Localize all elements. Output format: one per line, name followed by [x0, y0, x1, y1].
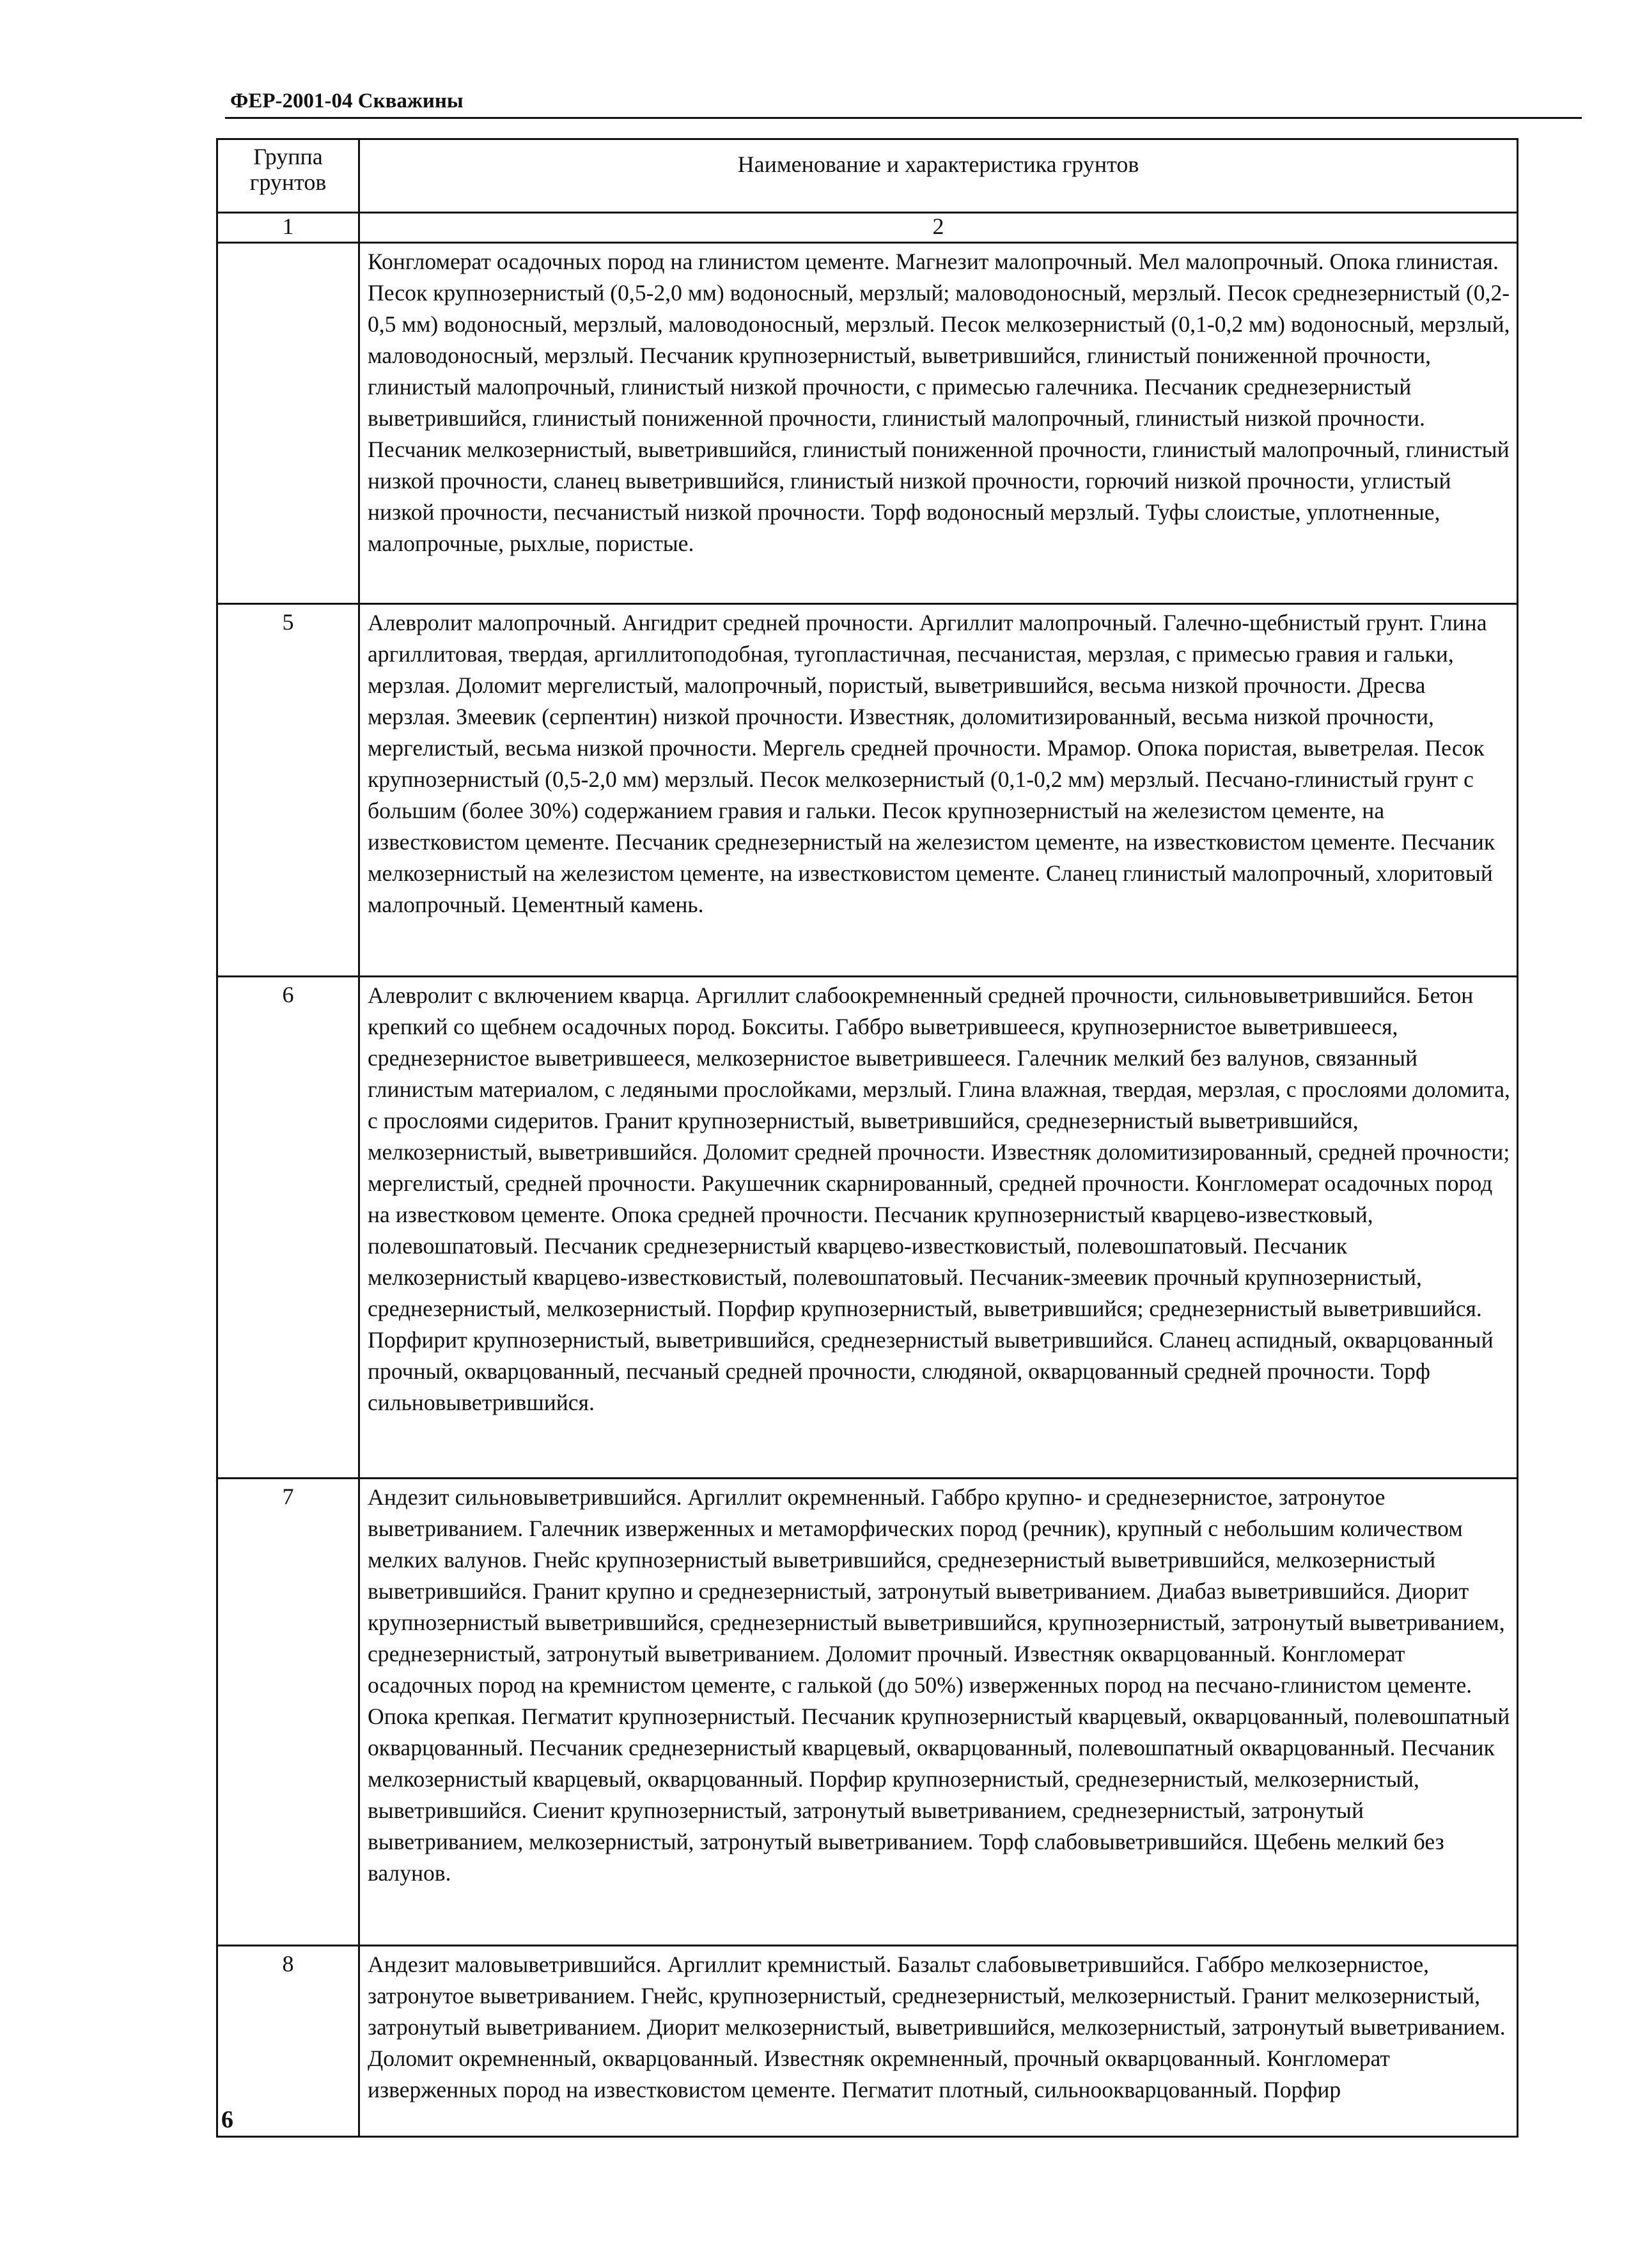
- description-cell: Алевролит с включением кварца. Аргиллит слабоокремненный средней прочности, сильновыветрившийся. Бетон крепкий со щебнем осадочных пород. Бокситы. Габбро выветрившееся, крупнозернистое выветрившееся, среднезернистое выветрившееся, мелкозернистое выветрившееся. Галечник мелкий без валунов, связанный глинистым материалом, с ледяными прослойками, мерзлый. Глина влажная, твердая, мерзлая, с прослоями доломита, с прослоями сидеритов. Гранит крупнозернистый, выветрившийся, среднезернистый выветрившийся, мелкозернистый, выветрившийся. Доломит средней прочности. Известняк доломитизированный, средней прочности; мергелистый, средней прочности. Ракушечник скарнированный, средней прочности. Конгломерат осадочных пород на известковом цементе. Опока средней прочности. Песчаник крупнозернистый кварцево-известковый, полевошпатовый. Песчаник среднезернистый кварцево-известковистый, полевошпатовый. Песчаник мелкозернистый кварцево-известковистый, полевошпатовый. Песчаник-змеевик прочный крупнозернистый, среднезернистый, мелкозернистый. Порфир крупнозернистый, выветрившийся; среднезернистый выветрившийся. Порфирит крупнозернистый, выветрившийся, среднезернистый выветрившийся. Сланец аспидный, окварцованный прочный, окварцованный, песчаный средней прочности, слюдяной, окварцованный средней прочности. Торф сильновыветрившийся.: [359, 977, 1518, 1479]
- table-row: [217, 243, 1518, 604]
- description-cell: Алевролит малопрочный. Ангидрит средней прочности. Аргиллит малопрочный. Галечно-щебнистый грунт. Глина аргиллитовая, твердая, аргиллитоподобная, тугопластичная, песчанистая, мерзлая, с примесью гравия и гальки, мерзлая. Доломит мергелистый, малопрочный, пористый, выветрившийся, весьма низкой прочности. Дресва мерзлая. Змеевик (серпентин) низкой прочности. Известняк, доломитизированный, весьма низкой прочности, мергелистый, весьма низкой прочности. Мергель средней прочности. Мрамор. Опока пористая, выветрелая. Песок крупнозернистый (0,5-2,0 мм) мерзлый. Песок мелкозернистый (0,1-0,2 мм) мерзлый. Песчано-глинистый грунт с большим (более 30%) содержанием гравия и гальки. Песок крупнозернистый на железистом цементе, на известковистом цементе. Песчаник среднезернистый на железистом цементе, на известковистом цементе. Песчаник мелкозернистый на железистом цементе, на известковистом цементе. Сланец глинистый малопрочный, хлоритовый малопрочный. Цементный камень.: [359, 604, 1518, 977]
- soil-groups-table: [216, 138, 1518, 2138]
- group-cell: 8: [217, 1946, 359, 2137]
- column-number: 1: [217, 213, 359, 243]
- column-number-row: [217, 213, 1518, 243]
- group-cell: 5: [217, 604, 359, 977]
- table-row: [217, 604, 1518, 977]
- description-cell: Андезит сильновыветрившийся. Аргиллит окремненный. Габбро крупно- и среднезернистое, затронутое выветриванием. Галечник изверженных и метаморфических пород (речник), крупный с небольшим количеством мелких валунов. Гнейс крупнозернистый выветрившийся, среднезернистый выветрившийся, мелкозернистый выветрившийся. Гранит крупно и среднезернистый, затронутый выветриванием. Диабаз выветрившийся. Диорит крупнозернистый выветрившийся, среднезернистый выветрившийся, крупнозернистый, затронутый выветриванием, среднезернистый, затронутый выветриванием. Доломит прочный. Известняк окварцованный. Конгломерат осадочных пород на кремнистом цементе, с галькой (до 50%) изверженных пород на песчано-глинистом цементе. Опока крепкая. Пегматит крупнозернистый. Песчаник крупнозернистый кварцевый, окварцованный, полевошпатный окварцованный. Песчаник среднезернистый кварцевый, окварцованный, полевошпатный окварцованный. Песчаник мелкозернистый кварцевый, окварцованный. Порфир крупнозернистый, среднезернистый, мелкозернистый, выветрившийся. Сиенит крупнозернистый, затронутый выветриванием, среднезернистый, затронутый выветриванием, мелкозернистый, затронутый выветриванием. Торф слабовыветрившийся. Щебень мелкий без валунов.: [359, 1479, 1518, 1946]
- table-header-row: [217, 139, 1518, 213]
- column-header-group: Группа грунтов: [217, 139, 359, 213]
- column-number: 2: [359, 213, 1518, 243]
- header-rule: [225, 117, 1582, 119]
- group-cell: 6: [217, 977, 359, 1479]
- table-row: [217, 1479, 1518, 1946]
- description-cell: Андезит маловыветрившийся. Аргиллит кремнистый. Базальт слабовыветрившийся. Габбро мелкозернистое, затронутое выветриванием. Гнейс, крупнозернистый, среднезернистый, мелкозернистый. Гранит мелкозернистый, затронутый выветриванием. Диорит мелкозернистый, выветрившийся, мелкозернистый, затронутый выветриванием. Доломит окремненный, окварцованный. Известняк окремненный, прочный окварцованный. Конгломерат изверженных пород на известковистом цементе. Пегматит плотный, сильноокварцованный. Порфир: [359, 1946, 1518, 2137]
- page-header: ФЕР-2001-04 Скважины: [230, 89, 464, 113]
- column-header-description: Наименование и характеристика грунтов: [359, 139, 1518, 213]
- group-cell: 7: [217, 1479, 359, 1946]
- table-row: [217, 977, 1518, 1479]
- description-cell: Конгломерат осадочных пород на глинистом цементе. Магнезит малопрочный. Мел малопрочный. Опока глинистая. Песок крупнозернистый (0,5-2,0 мм) водоносный, мерзлый; маловодоносный, мерзлый. Песок среднезернистый (0,2-0,5 мм) водоносный, мерзлый, маловодоносный, мерзлый. Песок мелкозернистый (0,1-0,2 мм) водоносный, мерзлый, маловодоносный, мерзлый. Песчаник крупнозернистый, выветрившийся, глинистый пониженной прочности, глинистый малопрочный, глинистый низкой прочности, с примесью галечника. Песчаник среднезернистый выветрившийся, глинистый пониженной прочности, глинистый малопрочный, глинистый низкой прочности. Песчаник мелкозернистый, выветрившийся, глинистый пониженной прочности, глинистый малопрочный, глинистый низкой прочности, сланец выветрившийся, глинистый низкой прочности, горючий низкой прочности, углистый низкой прочности, песчанистый низкой прочности. Торф водоносный мерзлый. Туфы слоистые, уплотненные, малопрочные, рыхлые, пористые.: [359, 243, 1518, 604]
- page-number: 6: [221, 2106, 233, 2133]
- group-cell: [217, 243, 359, 604]
- table-row: [217, 1946, 1518, 2137]
